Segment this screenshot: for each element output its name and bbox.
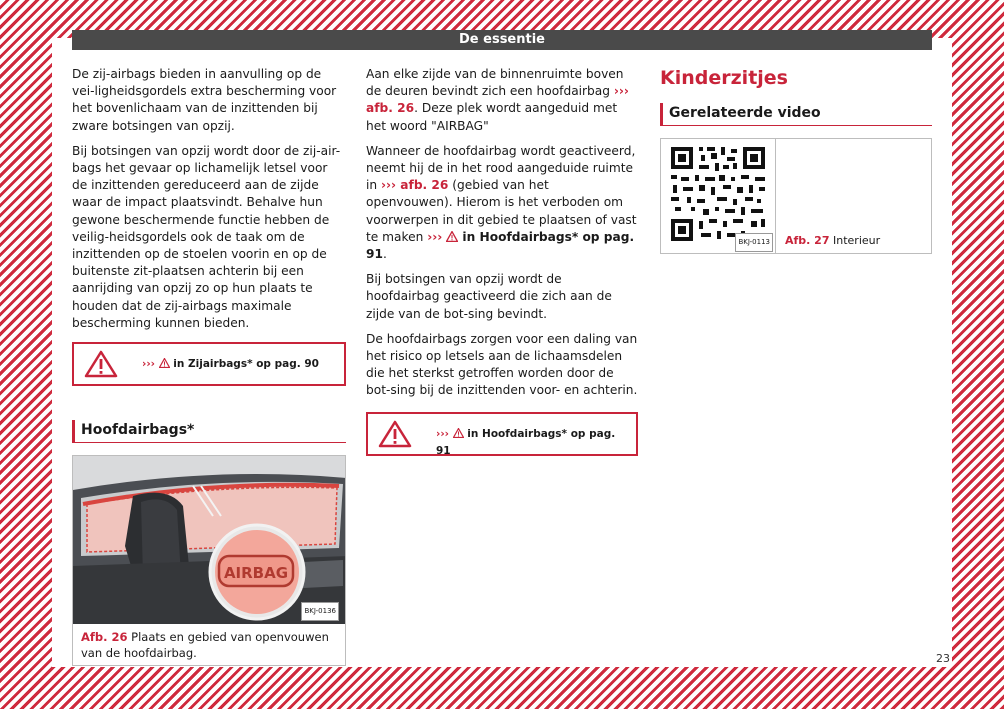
figure-caption: [73, 624, 345, 665]
chapter-title: Kinderzitjes: [660, 67, 788, 89]
warning-reference[interactable]: [436, 426, 630, 460]
warning-box: [366, 412, 638, 456]
warning-text: in Zijairbags* op pag. 90: [173, 358, 319, 371]
figure-code: BKJ-0113: [735, 233, 773, 252]
warning-triangle-icon: [84, 350, 118, 378]
small-warning-icon: [453, 428, 464, 438]
paragraph: Wanneer de hoofdairbag wordt geactiveerd, neemt hij de in het rood aangeduide ruimte in ››› afb. 26 (gebied van het openvouwen). Hierom is het verboden om voorwerpen in dit gebied te plaatsen of vast te maken ››› in Hoofdairbags* op pag. 91.: [366, 143, 637, 262]
figure-video: [660, 138, 932, 254]
column-3: [660, 66, 932, 254]
airbag-label: AIRBAG: [223, 564, 289, 583]
figure-label: Afb. 27: [785, 234, 830, 248]
car-interior-drawing: [73, 456, 345, 624]
qr-code[interactable]: [661, 139, 776, 253]
paragraph: Aan elke zijde van de binnenruimte boven de deuren bevindt zich een hoofdairbag ››› afb. 26. Deze plek wordt aangeduid met het woord "AIRBAG": [366, 67, 629, 133]
arrows-icon: ›››: [436, 427, 449, 440]
section-heading: Hoofdairbags*: [72, 420, 346, 443]
figure-reference-link[interactable]: ››› afb. 26: [381, 178, 449, 193]
warning-text: in Hoofdairbags* op pag. 91: [436, 427, 616, 457]
small-warning-icon: [446, 231, 458, 242]
figure-label: Afb. 26: [81, 630, 128, 645]
warning-triangle-icon: [378, 420, 412, 448]
figure-caption: [785, 232, 880, 249]
figure-reference-link[interactable]: ››› afb. 26: [366, 84, 629, 116]
small-warning-icon: [159, 358, 170, 368]
figure-code: BKJ-0136: [301, 602, 339, 621]
arrows-icon: ›››: [427, 229, 443, 244]
paragraph: Bij botsingen van opzij wordt de hoofdairbag geactiveerd die zich aan de zijde van de bot-sing bevindt.: [366, 272, 612, 321]
column-1: [72, 66, 346, 666]
page: [52, 32, 952, 667]
section-heading: Gerelateerde video: [660, 103, 932, 126]
page-number: 23: [936, 652, 950, 665]
section-header-bar: De essentie: [72, 30, 932, 50]
column-2: [366, 66, 638, 464]
figure-caption-text: Plaats en gebied van openvouwen van de hoofdairbag.: [81, 630, 329, 661]
warning-box: [72, 342, 346, 386]
warning-reference[interactable]: [142, 356, 338, 373]
airbag-illustration: [73, 456, 345, 624]
figure-airbag: [72, 455, 346, 666]
arrows-icon: ›››: [142, 358, 155, 371]
paragraph: Bij botsingen van opzij wordt door de zij-air-bags het gevaar op lichamelijk letsel voor de inzittenden gereduceerd aan de zijde waar de impact plaatsvindt. Behalve hun gewone beschermende functie hebben de veilig-heidsgordels ook de taak om de inzittenden op de stoelen voorin en op de buitenste zit-plaatsen achterin bij een aanrijding van opzij zo op hun plaats te houden dat de zij-airbags maximale bescherming kunnen bieden.: [72, 143, 341, 330]
paragraph: De hoofdairbags zorgen voor een daling van het risico op letsels aan de lichaamsdelen die het sterkst getroffen worden door de bot-sing bij de inzittenden voor- en achterin.: [366, 331, 638, 398]
page-reference-link[interactable]: in Hoofdairbags* op pag. 91: [366, 229, 635, 262]
figure-caption-text: Interieur: [833, 234, 881, 248]
paragraph: De zij-airbags bieden in aanvulling op de vei-ligheidsgordels extra bescherming voor het bovenlichaam van de inzittenden bij zware botsingen van opzij.: [72, 67, 337, 133]
